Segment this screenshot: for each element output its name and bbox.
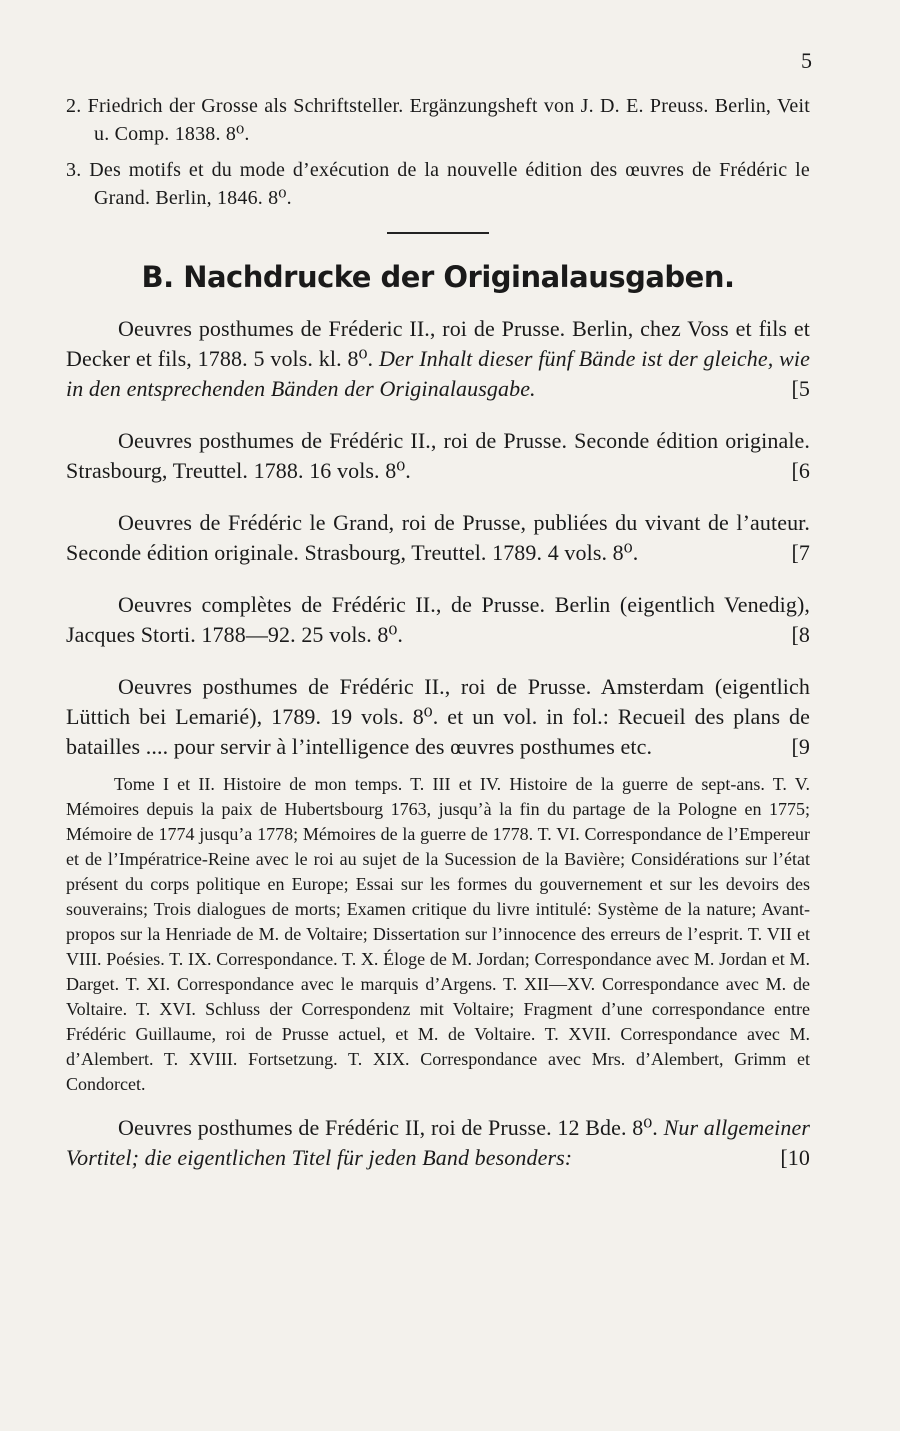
item-number: 3. bbox=[66, 159, 82, 181]
entry-number: [7 bbox=[791, 540, 810, 565]
bibliography-entry bbox=[66, 590, 810, 650]
numbered-item bbox=[66, 156, 810, 212]
section-divider bbox=[387, 232, 489, 234]
entry-note: Der Inhalt dieser fünf Bände ist der gleiche, wie in den entsprechenden Bänden der Originalausgabe. bbox=[66, 346, 810, 401]
item-text: Des motifs et du mode d’exécution de la nouvelle édition des œuvres de Frédéric le Grand. Berlin, 1846. 8⁰. bbox=[89, 159, 810, 209]
bibliography-entry bbox=[66, 426, 810, 486]
bibliography-entry bbox=[66, 672, 810, 762]
entry-number: [5 bbox=[791, 376, 810, 401]
entry-text: Oeuvres posthumes de Frédéric II, roi de Prusse. 12 Bde. 8⁰. bbox=[118, 1115, 658, 1140]
entry-number: [10 bbox=[780, 1145, 810, 1170]
bibliography-entry bbox=[66, 314, 810, 404]
entry-number: [9 bbox=[791, 734, 810, 759]
numbered-item bbox=[66, 92, 810, 148]
entry-note: Nur allgemeiner Vortitel; die eigentlichen Titel für jeden Band besonders: bbox=[66, 1115, 810, 1170]
entry-number: [8 bbox=[791, 622, 810, 647]
entry-text: Oeuvres de Frédéric le Grand, roi de Prusse, publiées du vivant de l’auteur. Seconde édition originale. Strasbourg, Treuttel. 1789. 4 vols. 8⁰. bbox=[66, 510, 810, 565]
entry-text: Oeuvres posthumes de Frédéric II., roi de Prusse. Amsterdam (eigentlich Lüttich bei Lemarié), 1789. 19 vols. 8⁰. et un vol. in fol.: Recueil des plans de batailles .... pour servir à l’intelligence des œuvres posthumes etc. bbox=[66, 674, 810, 759]
entry-text: Oeuvres posthumes de Fréderic II., roi de Prusse. Berlin, chez Voss et fils et Decker et fils, 1788. 5 vols. kl. 8⁰. bbox=[66, 316, 810, 371]
contents-note: Tome I et II. Histoire de mon temps. T. III et IV. Histoire de la guerre de sept-ans. T. V. Mémoires depuis la paix de Hubertsbourg 1763, jusqu’à la fin du partage de la Pologne en 1775; Mémoire de 1774 jusqu’a 1778; Mémoires de la guerre de 1778. T. VI. Correspondance de l’Empereur et de l’Impératrice-Reine avec le roi au sujet de la Sucession de la Bavière; Considérations sur l’état présent du corps politique en Europe; Essai sur les formes du gouvernement et sur les devoirs des souverains; Trois dialogues de morts; Examen critique du livre intitulé: Système de la nature; Avant-propos sur la Henriade de M. de Voltaire; Dissertation sur l’innocence des erreurs de l’esprit. T. VII et VIII. Poésies. T. IX. Correspondance. T. X. Éloge de M. Jordan; Correspondance avec M. Jordan et M. Darget. T. XI. Correspondance avec le marquis d’Argens. T. XII—XV. Correspondance avec M. de Voltaire. T. XVI. Schluss der Correspondenz mit Voltaire; Fragment d’une correspondance entre Frédéric Guillaume, roi de Prusse actuel, et M. de Voltaire. T. XVII. Correspondance avec M. d’Alembert. T. XVIII. Fortsetzung. T. XIX. Correspondance avec Mrs. d’Alembert, Grimm et Condorcet. bbox=[66, 774, 810, 1094]
page-number: 5 bbox=[801, 48, 812, 73]
page-content bbox=[66, 92, 810, 1195]
bibliography-entry bbox=[66, 508, 810, 568]
entry-text: Oeuvres posthumes de Frédéric II., roi de Prusse. Seconde édition originale. Strasbourg, Treuttel. 1788. 16 vols. 8⁰. bbox=[66, 428, 810, 483]
bibliography-entry bbox=[66, 1113, 810, 1173]
section-heading: B. Nachdrucke der Originalausgaben. bbox=[141, 260, 735, 294]
item-text: Friedrich der Grosse als Schriftsteller. Ergänzungsheft von J. D. E. Preuss. Berlin, Veit u. Comp. 1838. 8⁰. bbox=[87, 95, 810, 145]
item-number: 2. bbox=[66, 95, 82, 117]
entry-number: [6 bbox=[791, 458, 810, 483]
entry-text: Oeuvres complètes de Frédéric II., de Prusse. Berlin (eigentlich Venedig), Jacques Storti. 1788—92. 25 vols. 8⁰. bbox=[66, 592, 810, 647]
